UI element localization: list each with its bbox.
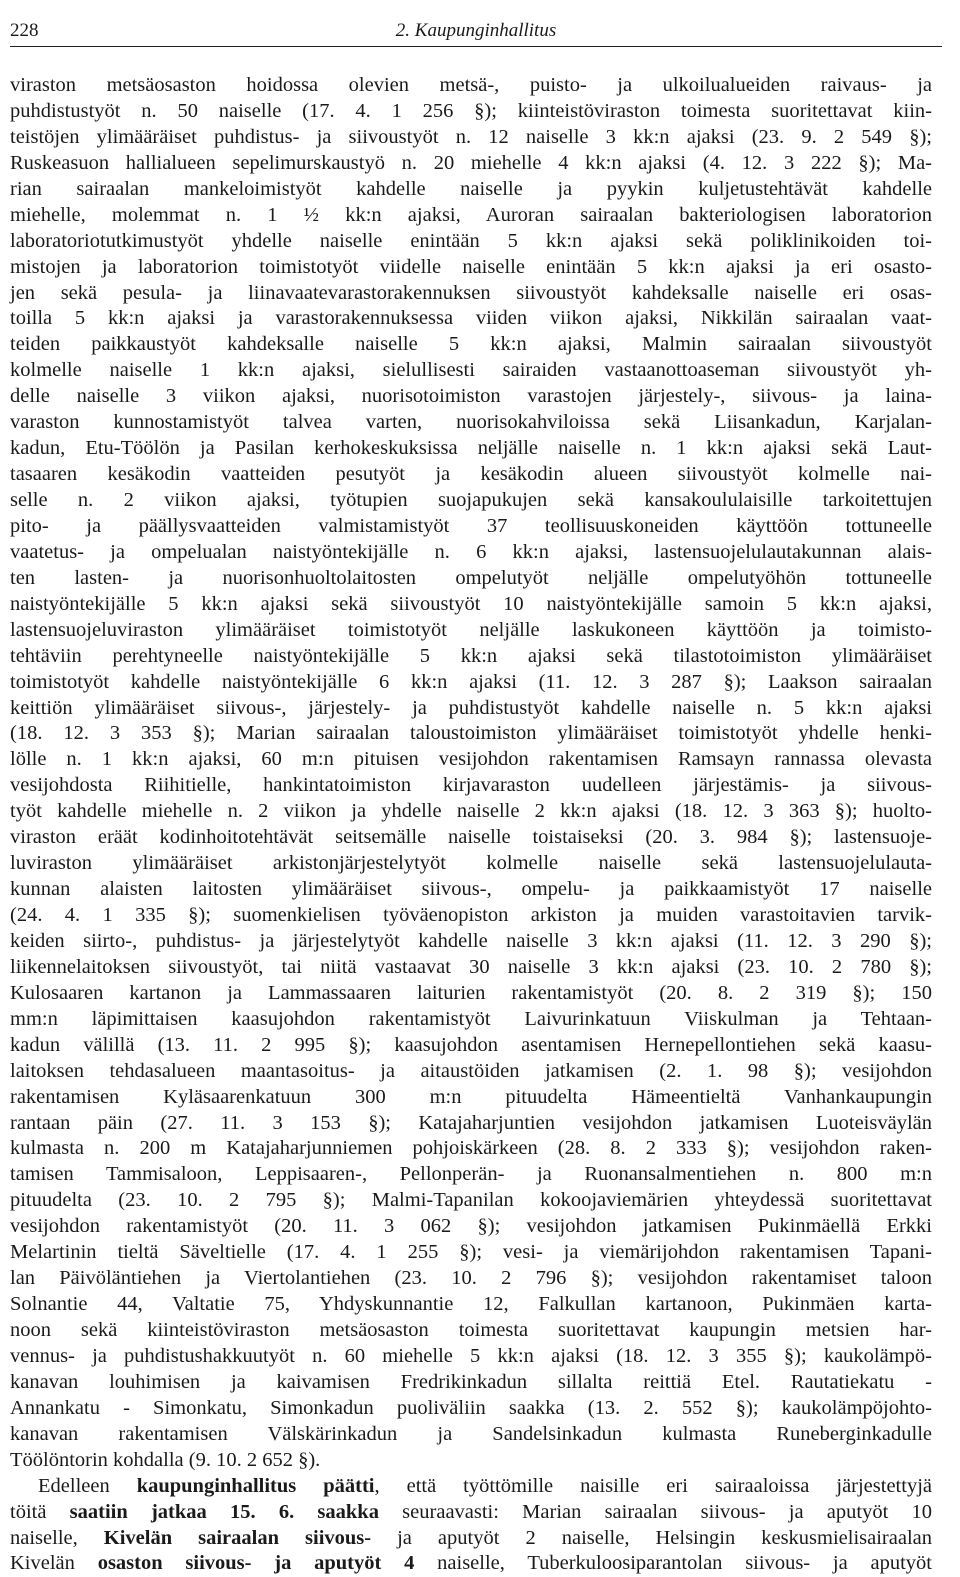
text-line: liikennelaitoksen siivoustyöt, tai niitä vastaavat 30 naiselle 3 kk:n ajaksi (23. 10. 2 780 §);: [10, 955, 932, 978]
text-line: kanavan louhimisen ja kaivamisen Fredrikinkadun sillalta reittiä Etel. Rautatiekatu -: [10, 1370, 932, 1393]
text-line: Kulosaaren kartanon ja Lammassaaren laiturien rakentamistyöt (20. 8. 2 319 §); 150: [10, 981, 932, 1004]
text-line: noon sekä kiinteistöviraston metsäosaston toimesta suoritettavat kaupungin metsien har-: [10, 1319, 932, 1341]
paragraph-1: [10, 73, 932, 1474]
text-line: vennus- ja puhdistushakkuutyöt n. 60 miehelle 5 kk:n ajaksi (18. 12. 3 355 §); kaukolämpö-: [10, 1344, 932, 1367]
text-line: jen sekä pesula- ja liinavaatevarastorakennuksen siivoustyöt kahdeksalle naiselle eri osas-: [10, 281, 932, 304]
page-number: 228: [10, 20, 39, 41]
text-line: työt kahdelle miehelle n. 2 viikon ja yhdelle naiselle 2 kk:n ajaksi (18. 12. 3 363 §); huolto-: [10, 800, 932, 823]
text-line: tasaaren kesäkodin vaatteiden pesutyöt ja kesäkodin alueen siivoustyöt kolmelle nai-: [10, 463, 932, 486]
text-line: vaatetus- ja ompelualan naistyöntekijälle n. 6 kk:n ajaksi, lastensuojelulautakunnan alais-: [10, 540, 932, 563]
text-line: viraston metsäosaston hoidossa olevien metsä-, puisto- ja ulkoilualueiden raivaus- ja: [10, 74, 932, 96]
text-line: viraston eräät kodinhoitotehtävät seitsemälle naiselle toistaiseksi (20. 3. 984 §); lastensuoje-: [10, 826, 932, 849]
text-line: toimistotyöt kahdelle naistyöntekijälle 6 kk:n ajaksi (11. 12. 3 287 §); Laakson sairaalan: [10, 670, 932, 693]
text-line: naiselle, Kivelän sairaalan siivous- ja aputyöt 2 naiselle, Helsingin keskusmielisairaalan: [10, 1526, 932, 1549]
text-line: pituudelta (23. 10. 2 795 §); Malmi-Tapanilan kokoojaviemärien yhteydessä suoritettavat: [10, 1189, 932, 1212]
text-line: teistöjen ylimääräiset puhdistus- ja siivoustyöt n. 12 naiselle 3 kk:n ajaksi (23. 9. 2 549 §);: [10, 125, 932, 148]
text-line: kadun, Etu-Töölön ja Pasilan kerhokeskuksissa neljälle naiselle n. 1 kk:n ajaksi sekä Laut-: [10, 437, 932, 460]
text-line: Kivelän osaston siivous- ja aputyöt 4 naiselle, Tuberkuloosiparantolan siivous- ja aputyöt: [10, 1552, 932, 1575]
text-line: miehelle, molemmat n. 1 ½ kk:n ajaksi, Auroran sairaalan bakteriologisen laboratorion: [10, 203, 932, 226]
text-line: mistojen ja laboratorion toimistotyöt viidelle naiselle enintään 5 kk:n ajaksi ja eri osasto-: [10, 255, 932, 278]
text-line: rakentamisen Kyläsaarenkatuun 300 m:n pituudelta Hämeentieltä Vanhankaupungin: [10, 1085, 932, 1108]
text-line: rantaan päin (27. 11. 3 153 §); Katajaharjuntien vesijohdon jatkamisen Luoteisväylän: [10, 1111, 932, 1134]
text-line: varaston kunnostamistyöt talvea varten, nuorisokahviloissa sekä Liisankadun, Karjalan-: [10, 411, 932, 434]
text-line: selle n. 2 viikon ajaksi, työtupien suojapukujen sekä kansakoululaisille tarkoitettujen: [10, 489, 932, 511]
text-line: vesijohdosta Riihitielle, hankintatoimiston kirjavaraston uudelleen järjestämis- ja siivous-: [10, 774, 932, 797]
text-line: kadun välillä (13. 11. 2 995 §); kaasujohdon asentamisen Hernepellontiehen sekä kaasu-: [10, 1033, 932, 1056]
text-line: lölle n. 1 kk:n ajaksi, 60 m:n pituisen vesijohdon rakentamisen Ramsayn rannassa olevasta: [10, 748, 932, 771]
text-line: rian sairaalan mankeloimistyöt kahdelle naiselle ja pyykin kuljetustehtävät kahdelle: [10, 177, 932, 200]
text-line: laboratoriotutkimustyöt yhdelle naiselle enintään 5 kk:n ajaksi sekä poliklinikoiden toi-: [10, 229, 932, 252]
page-header: [10, 20, 942, 47]
text-line: kulmasta n. 200 m Katajaharjunniemen pohjoiskärkeen (28. 8. 2 333 §); vesijohdon raken-: [10, 1137, 932, 1160]
text-line: tehtäviin perehtyneelle naistyöntekijälle 5 kk:n ajaksi sekä tilastotoimiston ylimääräiset: [10, 644, 932, 667]
running-title: 2. Kaupunginhallitus: [395, 20, 557, 41]
text-line: luviraston ylimääräiset arkistonjärjestelytyöt kolmelle naiselle sekä lastensuojelulauta-: [10, 852, 932, 875]
text-line: Melartinin tieltä Säveltielle (17. 4. 1 255 §); vesi- ja viemärijohdon rakentamisen Tapani-: [10, 1241, 932, 1264]
text-line: kunnan alaisten laitosten ylimääräiset siivous-, ompelu- ja paikkaamistyöt 17 naiselle: [10, 878, 932, 901]
text-line: delle naiselle 3 viikon ajaksi, nuorisotoimiston varastojen järjestely-, siivous- ja laina-: [10, 385, 932, 408]
text-line: tamisen Tammisaloon, Leppisaaren-, Pellonperän- ja Ruonansalmentiehen n. 800 m:n: [10, 1163, 932, 1186]
text-line: Ruskeasuon hallialueen sepelimurskaustyö n. 20 miehelle 4 kk:n ajaksi (4. 12. 3 222 §); Ma-: [10, 151, 932, 174]
text-line: pito- ja päällysvaatteiden valmistamistyöt 37 teollisuuskoneiden käyttöön tottuneelle: [10, 514, 932, 537]
text-line: (18. 12. 3 353 §); Marian sairaalan taloustoimiston ylimääräiset toimistotyöt yhdelle henki-: [10, 722, 932, 745]
text-line: kolmelle naiselle 1 kk:n ajaksi, sielullisesti sairaiden vastaanottoaseman siivoustyöt yh-: [10, 359, 932, 382]
text-line: Edelleen kaupunginhallitus päätti, että työttömille naisille eri sairaaloissa järjestettyjä: [38, 1474, 932, 1497]
text-line: toilla 5 kk:n ajaksi ja varastorakennuksessa viiden viikon ajaksi, Nikkilän sairaalan vaat-: [10, 307, 932, 330]
text-line: puhdistustyöt n. 50 naiselle (17. 4. 1 256 §); kiinteistöviraston toimesta suoritettavat kiin-: [10, 99, 932, 122]
text-line: vesijohdon rakentamistyöt (20. 11. 3 062 §); vesijohdon jatkamisen Pukinmäellä Erkki: [10, 1215, 932, 1238]
text-line: kanavan rakentamisen Välskärinkadun ja Sandelsinkadun kulmasta Runeberginkadulle: [10, 1422, 932, 1445]
paragraph-2: [10, 1474, 932, 1577]
text-line: ten lasten- ja nuorisonhuoltolaitosten ompelutyöt neljälle ompelutyöhön tottuneelle: [10, 566, 932, 589]
text-line: mm:n läpimittaisen kaasujohdon rakentamistyöt Laivurinkatuun Viiskulman ja Tehtaan-: [10, 1007, 932, 1030]
text-line: töitä saatiin jatkaa 15. 6. saakka seuraavasti: Marian sairaalan siivous- ja aputyöt 10: [10, 1500, 933, 1523]
text-line: lastensuojeluviraston ylimääräiset toimistotyöt neljälle laskukoneen käyttöön ja toimisto-: [10, 618, 932, 641]
text-line: laitoksen tehdasalueen maantasoitus- ja aitaustöiden jatkamisen (2. 1. 98 §); vesijohdon: [10, 1059, 932, 1082]
text-line: keittiön ylimääräiset siivous-, järjestely- ja puhdistustyöt kahdelle naiselle n. 5 kk:n ajaksi: [10, 696, 932, 719]
text-line: teiden paikkaustyöt kahdeksalle naiselle 5 kk:n ajaksi, Malmin sairaalan siivoustyöt: [10, 333, 932, 356]
text-line: lan Päivöläntiehen ja Viertolantiehen (23. 10. 2 796 §); vesijohdon rakentamiset taloon: [10, 1267, 932, 1290]
text-line: Solnantie 44, Valtatie 75, Yhdyskunnantie 12, Falkullan kartanoon, Pukinmäen karta-: [10, 1293, 932, 1316]
text-line: Annankatu - Simonkatu, Simonkadun puoliväliin saakka (13. 2. 552 §); kaukolämpöjohto-: [10, 1396, 932, 1419]
text-line: keiden siirto-, puhdistus- ja järjestelytyöt kahdelle naiselle 3 kk:n ajaksi (11. 12. 3 290 §);: [10, 929, 932, 952]
text-line: naistyöntekijälle 5 kk:n ajaksi sekä siivoustyöt 10 naistyöntekijälle samoin 5 kk:n ajaksi,: [10, 592, 932, 615]
text-line: (24. 4. 1 335 §); suomenkielisen työväenopiston arkiston ja muiden varastoitavien tarvik-: [10, 904, 932, 926]
text-line: Töölöntorin kohdalla (9. 10. 2 652 §).: [10, 1448, 321, 1471]
body-text: [10, 73, 932, 1577]
